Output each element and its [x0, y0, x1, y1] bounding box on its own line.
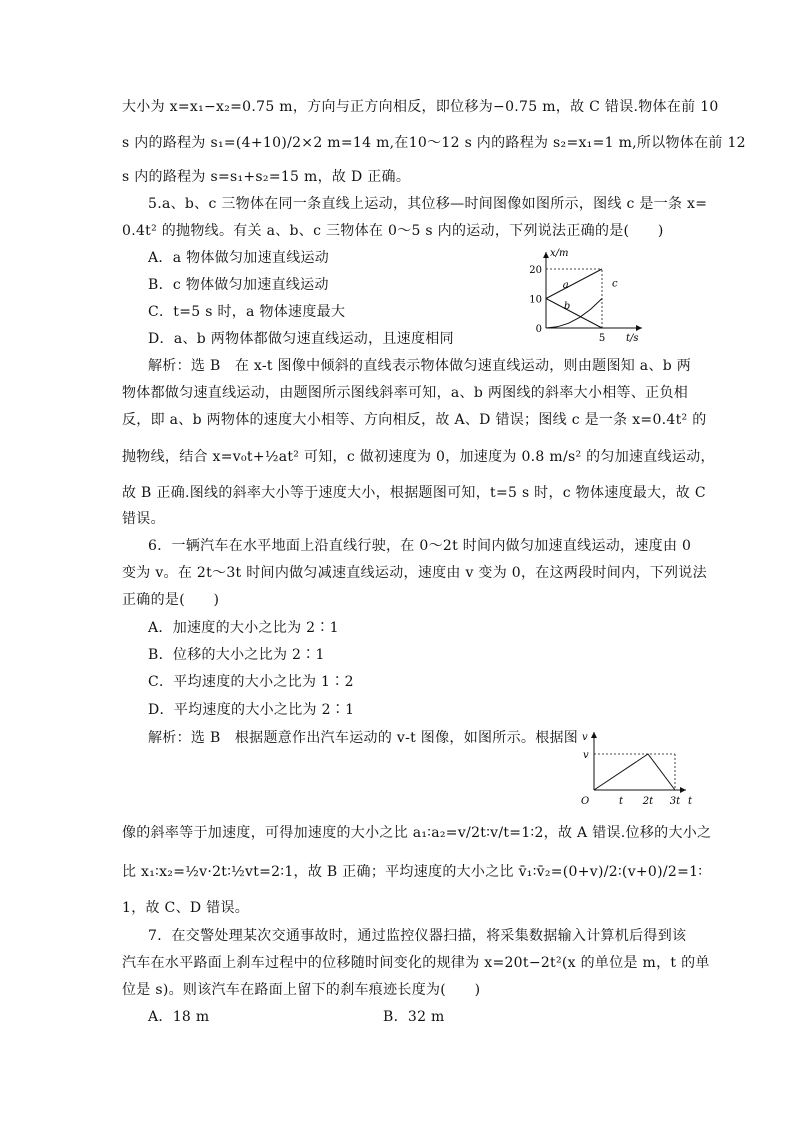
- y-axis-arrow: [591, 732, 597, 738]
- x-axis-label: t/s: [626, 333, 639, 344]
- text-line: 正确的是( ): [122, 592, 220, 608]
- x-tick-label: 3t: [669, 796, 681, 807]
- xt-graph: [520, 244, 670, 348]
- text-line: 抛物线，结合 x=v₀t+½at² 可知，c 做初速度为 0，加速度为 0.8 m/s² 的匀加速直线运动，: [122, 449, 715, 465]
- text-line: 0.4t² 的抛物线。有关 a、b、c 三物体在 0～5 s 内的运动，下列说法正确的是( ): [122, 223, 664, 239]
- series-c-label: c: [612, 278, 618, 290]
- option-a: A．18 m: [148, 1009, 210, 1025]
- x-tick-label: 2t: [642, 796, 654, 807]
- series-a-line: [546, 269, 602, 299]
- y-axis-label: x/m: [550, 248, 569, 259]
- question-6-stem: 6．一辆汽车在水平地面上沿直线行驶，在 0～2t 时间内做匀加速直线运动，速度由 0: [148, 538, 692, 554]
- option-c: C．平均速度的大小之比为 1∶2: [148, 674, 354, 690]
- text-line: 大小为 x=x₁−x₂=0.75 m，方向与正方向相反，即位移为−0.75 m，故 C 错误.物体在前 10: [122, 99, 719, 115]
- option-a: A．加速度的大小之比为 2∶1: [148, 620, 339, 636]
- series-v-line: [594, 754, 675, 790]
- option-d: D．平均速度的大小之比为 2∶1: [148, 702, 355, 718]
- text-line: s 内的路程为 s₁=(4+10)/2×2 m=14 m,在10～12 s 内的路程为 s₂=x₁=1 m,所以物体在前 12: [122, 135, 746, 151]
- text-line: 反，即 a、b 两物体的速度大小相等、方向相反，故 A、D 错误；图线 c 是一条 x=0.4t² 的: [122, 412, 707, 428]
- y-tick-label: 0: [535, 324, 542, 335]
- text-line: 比 x₁∶x₂=½v·2t∶½vt=2∶1，故 B 正确；平均速度的大小之比 v̄₁∶v̄₂=(0+v)/2∶(v+0)/2=1∶: [122, 864, 703, 880]
- option-c: C．t=5 s 时，a 物体速度最大: [148, 304, 346, 320]
- text-line: 1，故 C、D 错误。: [122, 900, 250, 916]
- text-line: s 内的路程为 s=s₁+s₂=15 m，故 D 正确。: [122, 169, 411, 185]
- option-a: A．a 物体做匀加速直线运动: [148, 250, 330, 266]
- y-tick-label: v: [583, 750, 589, 761]
- x-tick-label: 5: [598, 333, 606, 344]
- text-line: 故 B 正确.图线的斜率大小等于速度大小，根据题图可知，t=5 s 时，c 物体速度最大，故 C: [122, 485, 706, 501]
- y-tick-label: 10: [529, 294, 542, 306]
- text-line: 汽车在水平路面上刹车过程中的位移随时间变化的规律为 x=20t−2t²(x 的单位是 m，t 的单: [122, 955, 710, 971]
- option-b: B．32 m: [383, 1009, 445, 1025]
- solution-5: 解析：选 B 在 x-t 图像中倾斜的直线表示物体做匀速直线运动，则由题图知 a、b 两: [148, 358, 692, 374]
- text-line: 位是 s)。则该汽车在路面上留下的刹车痕迹长度为( ): [122, 982, 481, 998]
- origin-label: O: [581, 796, 590, 807]
- vt-graph: [574, 728, 693, 810]
- x-axis-label: t: [688, 796, 693, 807]
- text-line: 像的斜率等于加速度，可得加速度的大小之比 a₁∶a₂=v/2t∶v/t=1∶2，故 A 错误.位移的大小之: [122, 825, 712, 841]
- y-axis-label: v: [582, 732, 588, 743]
- option-b: B．c 物体做匀加速直线运动: [148, 277, 329, 293]
- series-b-line: [546, 299, 602, 329]
- text-line: 物体都做匀速直线运动，由题图所示图线斜率可知，a、b 两图线的斜率大小相等、正负相: [122, 385, 689, 401]
- question-5-stem: 5.a、b、c 三物体在同一条直线上运动，其位移—时间图像如图所示，图线 c 是一条 x=: [148, 196, 708, 212]
- y-axis-arrow: [543, 252, 549, 258]
- question-7-stem: 7．在交警处理某次交通事故时，通过监控仪器扫描，将采集数据输入计算机后得到该: [148, 928, 687, 944]
- x-axis-arrow: [636, 325, 642, 331]
- x-tick-label: t: [618, 796, 624, 807]
- series-a-label: a: [562, 280, 569, 292]
- series-b-label: b: [563, 300, 571, 312]
- solution-6: 解析：选 B 根据题意作出汽车运动的 v-t 图像，如图所示。根据图: [148, 730, 579, 746]
- x-axis-arrow: [680, 787, 686, 793]
- y-tick-label: 20: [529, 265, 542, 276]
- text-line: 错误。: [122, 511, 165, 527]
- text-line: 变为 v。在 2t～3t 时间内做匀减速直线运动，速度由 v 变为 0，在这两段时间内，下列说法: [122, 565, 707, 581]
- option-d: D．a、b 两物体都做匀速直线运动，且速度相同: [148, 331, 454, 347]
- option-b: B．位移的大小之比为 2∶1: [148, 647, 325, 663]
